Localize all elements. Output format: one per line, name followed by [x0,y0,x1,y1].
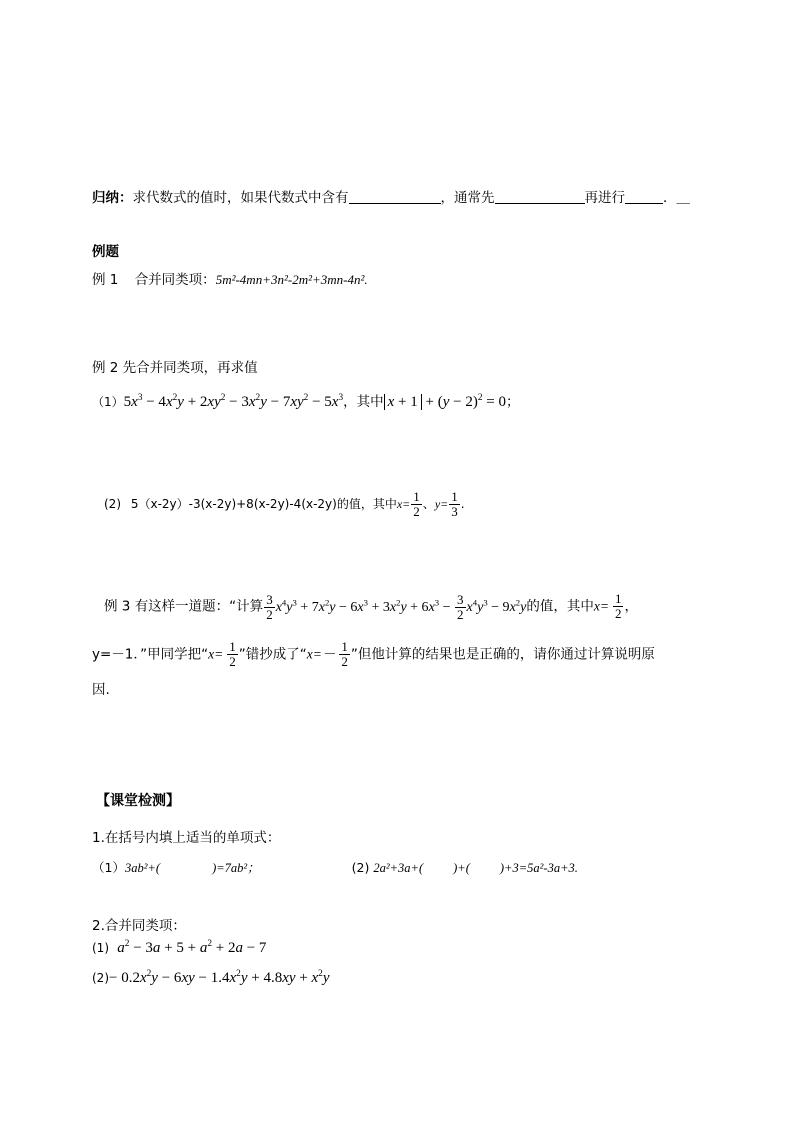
check-q2-part-1 [92,940,266,957]
example-2-part-2-expr: 5（x-2y）-3(x-2y)+8(x-2y)-4(x-2y)的值，其中 [130,497,397,511]
check-q2-part-2-num: (2) [92,971,109,985]
check-q1-part-1-b: )=7ab²； [212,861,260,875]
summary-line [92,186,690,206]
example-2-prompt: 先合并同类项，再求值 [122,360,258,376]
example-1-prompt: 合并同类项： [134,272,216,288]
example-2-part-2-y-fraction: $\frac{1}{3}$ [451,489,458,519]
summary-text-c: 再进行 [584,190,625,206]
summary-text-b: ，通常先 [440,190,495,206]
example-3-line2-fraction-1: $\frac{1}{2}$ [229,639,236,669]
check-heading: 【课堂检测】 [96,793,180,809]
example-1 [92,268,368,288]
example-2-part-2-sep: 、 [422,497,435,511]
summary-label: 归纳： [92,190,133,206]
check-q1-part-2-c: )+3=5a²-3a+3. [499,861,578,875]
example-3-label: 例 3 [104,598,131,615]
example-3-line-1 [104,592,638,622]
example-3-x-fraction: $\frac{1}{2}$ [614,591,622,621]
example-3-line-3: 因. [92,682,110,698]
example-3-text-a: 有这样一道题：“计算 [134,598,264,615]
check-q2-part-1-num: (1) [92,941,109,955]
check-q2-title: 2.合并同类项： [92,918,186,934]
example-2-part-1 [92,390,519,411]
example-2-part-2 [104,490,465,519]
check-q1-part-1-a: 3ab²+( [124,861,161,875]
example-2-part-1-num: （1） [92,395,124,409]
check-q2-part-1-expr: $a^2 - 3a + 5 + a^2 + 2a - 7$ [117,939,267,956]
check-q1-part-2-b: )+( [453,861,470,875]
example-3-text-c: ， [624,598,638,615]
summary-blank-3[interactable] [625,189,663,204]
check-q1-part-2-a: 2a²+3a+( [373,861,424,875]
example-1-label: 例 1 [92,272,119,288]
example-2-label: 例 2 [92,360,119,376]
example-3-line2-d: x=－ [306,646,336,662]
example-2-part-1-end: ； [505,394,520,410]
example-1-expr: 5m²-4mn+3n²-2m²+3mn-4n². [215,272,368,287]
example-2-part-2-x-fraction: $\frac{1}{2}$ [413,489,420,519]
check-q1-part-2-num: (2) [351,860,370,875]
check-q1-part-1-num: （1） [92,860,125,875]
example-2-part-1-mid: ，其中 [343,394,384,410]
example-3-line-2 [92,640,655,669]
examples-heading: 例题 [92,244,119,260]
check-q2-part-2 [92,970,330,987]
example-3-line2-a: y=－1．”甲同学把“ [92,646,209,663]
example-2-part-2-y: y= [434,497,449,511]
example-3-x-eq: x= [593,598,609,614]
check-q2-part-2-expr: − $0.2x^2y - 6xy - 1.4x^2y + 4.8xy + x^2y$ [109,969,330,986]
example-3-line2-b: x= [208,646,224,662]
example-3-line2-e: ”但他计算的结果也是正确的，请你通过计算说明原 [350,646,655,663]
example-2 [92,356,258,376]
example-3-line2-fraction-2: $\frac{1}{2}$ [341,639,348,669]
example-3-line2-c: ”错抄成了“ [238,646,307,663]
example-2-part-2-x: x= [396,497,411,511]
example-2-part-1-condition: $x + 1 + (y - 2)^2 = 0$ [384,394,506,410]
summary-blank-2[interactable] [495,189,585,204]
example-3-expr: $\frac{3}{2}$ $x^4y^3 + 7x^2y - 6x^3 + 3x^2y + 6x^3$ − $\frac{3}{2}$ $x^4y^3 - 9x^2y$ [266,591,527,622]
summary-text-a: 求代数式的值时，如果代数式中含有 [132,190,349,206]
summary-text-d: ．＿ [663,190,690,206]
check-q1-parts [92,858,578,876]
summary-blank-1[interactable] [349,189,441,204]
example-2-part-1-expr: $5x^3 - 4x^2y + 2xy^2 - 3x^2y - 7xy^2 - 5x^3$ [123,393,344,410]
example-2-part-2-end: . [460,497,465,511]
example-2-part-2-num: (2) [104,497,121,511]
check-q1-title: 1.在括号内填上适当的单项式： [92,830,281,846]
example-3-text-b: 的值，其中 [526,598,594,615]
